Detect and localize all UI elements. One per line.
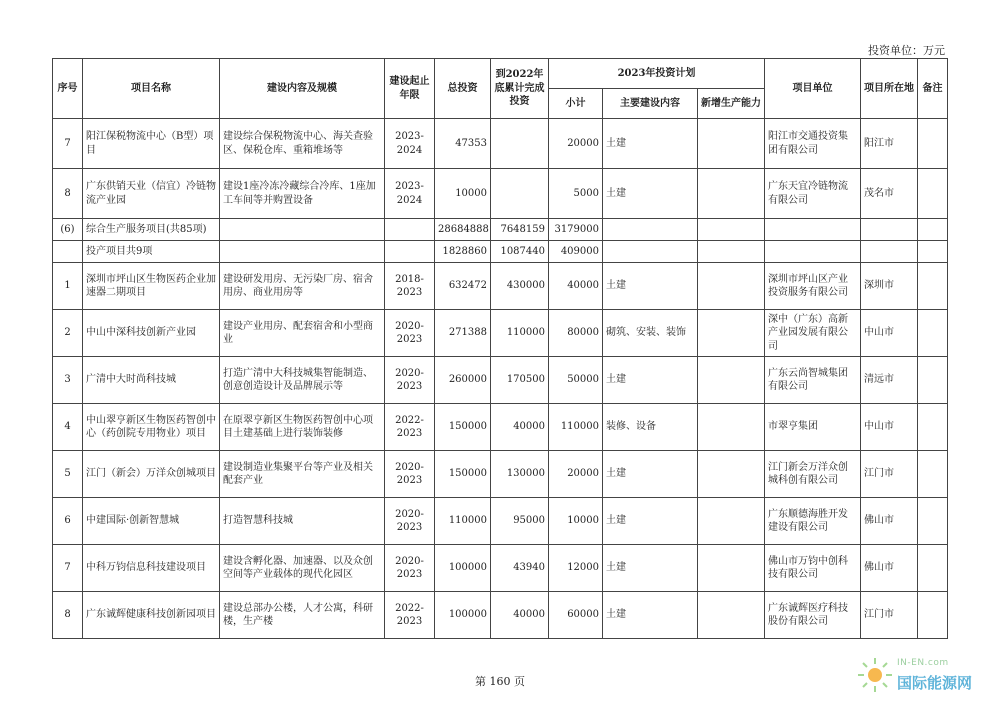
cell-subtotal: 5000 <box>549 169 603 219</box>
cell-unit: 广东顺德海胜开发建设有限公司 <box>765 498 861 545</box>
table-row <box>53 241 948 263</box>
cell-name: 阳江保税物流中心（B型）项目 <box>83 119 220 169</box>
cell-name: 江门（新会）万洋众创城项目 <box>83 451 220 498</box>
cell-total: 1828860 <box>435 241 491 263</box>
cell-name: 中建国际·创新智慧城 <box>83 498 220 545</box>
cell-seq: 2 <box>53 310 83 357</box>
watermark-domain: IN-EN.com <box>897 658 949 668</box>
table-body <box>53 119 948 639</box>
cell-location: 中山市 <box>861 404 918 451</box>
header-plan2023: 2023年投资计划 <box>549 59 765 89</box>
cell-seq: 4 <box>53 404 83 451</box>
table-row <box>53 119 948 169</box>
cell-content: 建设1座冷冻冷藏综合冷库、1座加工车间等并购置设备 <box>220 169 385 219</box>
cell-period: 2020-2023 <box>385 310 435 357</box>
cell-subtotal: 20000 <box>549 451 603 498</box>
cell-main-content: 土建 <box>603 545 698 592</box>
cell-unit: 江门新会万洋众创城科创有限公司 <box>765 451 861 498</box>
sun-icon <box>856 656 894 694</box>
cell-name: 中山翠亨新区生物医药智创中心（药创院专用物业）项目 <box>83 404 220 451</box>
cell-main-content: 土建 <box>603 357 698 404</box>
cell-done: 130000 <box>491 451 549 498</box>
cell-name: 投产项目共9项 <box>83 241 220 263</box>
cell-unit: 市翠亨集团 <box>765 404 861 451</box>
unit-label: 投资单位：万元 <box>868 44 945 57</box>
cell-total: 47353 <box>435 119 491 169</box>
cell-done: 43940 <box>491 545 549 592</box>
cell-unit: 广东天宜冷链物流有限公司 <box>765 169 861 219</box>
table-row <box>53 169 948 219</box>
cell-unit: 深圳市坪山区产业投资服务有限公司 <box>765 263 861 310</box>
table-row <box>53 498 948 545</box>
cell-subtotal: 60000 <box>549 592 603 639</box>
cell-content: 建设研发用房、无污染厂房、宿舍用房、商业用房等 <box>220 263 385 310</box>
cell-done: 7648159 <box>491 219 549 241</box>
header-seq: 序号 <box>53 59 83 119</box>
cell-content: 打造广清中大科技城集智能制造、创意创造设计及品牌展示等 <box>220 357 385 404</box>
cell-location: 中山市 <box>861 310 918 357</box>
cell-location: 佛山市 <box>861 545 918 592</box>
cell-subtotal: 12000 <box>549 545 603 592</box>
cell-main-content: 土建 <box>603 592 698 639</box>
cell-location <box>861 219 918 241</box>
cell-capacity <box>698 219 765 241</box>
cell-main-content: 土建 <box>603 263 698 310</box>
table-row <box>53 310 948 357</box>
cell-seq: 7 <box>53 119 83 169</box>
cell-capacity <box>698 357 765 404</box>
table-row <box>53 263 948 310</box>
cell-content: 建设产业用房、配套宿舍和小型商业 <box>220 310 385 357</box>
cell-content: 建设含孵化器、加速器、以及众创空间等产业载体的现代化园区 <box>220 545 385 592</box>
cell-unit: 广东诚辉医疗科技股份有限公司 <box>765 592 861 639</box>
cell-done <box>491 169 549 219</box>
cell-total: 110000 <box>435 498 491 545</box>
header-location: 项目所在地 <box>861 59 918 119</box>
table-row <box>53 545 948 592</box>
header-name: 项目名称 <box>83 59 220 119</box>
cell-period <box>385 219 435 241</box>
cell-content <box>220 241 385 263</box>
cell-note <box>918 404 948 451</box>
header-capacity: 新增生产能力 <box>698 89 765 119</box>
header-unit: 项目单位 <box>765 59 861 119</box>
cell-period: 2023-2024 <box>385 119 435 169</box>
cell-done: 430000 <box>491 263 549 310</box>
cell-subtotal: 50000 <box>549 357 603 404</box>
cell-capacity <box>698 169 765 219</box>
cell-seq: 8 <box>53 592 83 639</box>
cell-seq: (6) <box>53 219 83 241</box>
table-row <box>53 592 948 639</box>
header-note: 备注 <box>918 59 948 119</box>
cell-subtotal: 110000 <box>549 404 603 451</box>
cell-total: 271388 <box>435 310 491 357</box>
cell-seq <box>53 241 83 263</box>
cell-note <box>918 498 948 545</box>
cell-name: 广东供销天业（信宜）冷链物流产业园 <box>83 169 220 219</box>
header-period: 建设起止年限 <box>385 59 435 119</box>
cell-done <box>491 119 549 169</box>
cell-total: 28684888 <box>435 219 491 241</box>
cell-main-content <box>603 219 698 241</box>
cell-location: 深圳市 <box>861 263 918 310</box>
page-number: 第 160 页 <box>475 675 525 688</box>
cell-period: 2020-2023 <box>385 545 435 592</box>
cell-done: 110000 <box>491 310 549 357</box>
cell-location: 佛山市 <box>861 498 918 545</box>
header-total: 总投资 <box>435 59 491 119</box>
cell-total: 10000 <box>435 169 491 219</box>
cell-note <box>918 263 948 310</box>
cell-done: 40000 <box>491 592 549 639</box>
cell-note <box>918 592 948 639</box>
cell-total: 150000 <box>435 404 491 451</box>
cell-content: 建设总部办公楼，人才公寓，科研楼，生产楼 <box>220 592 385 639</box>
cell-subtotal: 10000 <box>549 498 603 545</box>
cell-unit: 广东云尚智城集团有限公司 <box>765 357 861 404</box>
cell-content: 建设综合保税物流中心、海关查验区、保税仓库、重箱堆场等 <box>220 119 385 169</box>
cell-capacity <box>698 263 765 310</box>
cell-total: 100000 <box>435 545 491 592</box>
table-row <box>53 219 948 241</box>
cell-name: 综合生产服务项目(共85项) <box>83 219 220 241</box>
cell-period: 2022-2023 <box>385 592 435 639</box>
watermark-logo <box>852 652 992 698</box>
header-subtotal: 小计 <box>549 89 603 119</box>
cell-period: 2020-2023 <box>385 451 435 498</box>
cell-capacity <box>698 241 765 263</box>
cell-period: 2023-2024 <box>385 169 435 219</box>
cell-note <box>918 119 948 169</box>
cell-period: 2018-2023 <box>385 263 435 310</box>
cell-main-content: 砌筑、安装、装饰 <box>603 310 698 357</box>
cell-name: 广清中大时尚科技城 <box>83 357 220 404</box>
cell-seq: 5 <box>53 451 83 498</box>
cell-note <box>918 241 948 263</box>
cell-capacity <box>698 545 765 592</box>
cell-capacity <box>698 451 765 498</box>
cell-location: 江门市 <box>861 451 918 498</box>
cell-subtotal: 80000 <box>549 310 603 357</box>
cell-done: 40000 <box>491 404 549 451</box>
cell-period: 2022-2023 <box>385 404 435 451</box>
cell-unit <box>765 219 861 241</box>
cell-total: 632472 <box>435 263 491 310</box>
cell-unit <box>765 241 861 263</box>
cell-main-content <box>603 241 698 263</box>
investment-table <box>52 58 948 639</box>
cell-done: 1087440 <box>491 241 549 263</box>
header-done2022: 到2022年底累计完成投资 <box>491 59 549 119</box>
cell-seq: 7 <box>53 545 83 592</box>
cell-period: 2020-2023 <box>385 498 435 545</box>
cell-location: 阳江市 <box>861 119 918 169</box>
cell-name: 中山中深科技创新产业园 <box>83 310 220 357</box>
cell-content <box>220 219 385 241</box>
cell-subtotal: 40000 <box>549 263 603 310</box>
cell-main-content: 土建 <box>603 498 698 545</box>
cell-capacity <box>698 592 765 639</box>
cell-unit: 佛山市万钧中创科技有限公司 <box>765 545 861 592</box>
cell-main-content: 土建 <box>603 169 698 219</box>
cell-done: 170500 <box>491 357 549 404</box>
cell-note <box>918 169 948 219</box>
cell-location: 江门市 <box>861 592 918 639</box>
cell-main-content: 土建 <box>603 119 698 169</box>
cell-seq: 3 <box>53 357 83 404</box>
cell-subtotal: 20000 <box>549 119 603 169</box>
cell-seq: 8 <box>53 169 83 219</box>
cell-name: 深圳市坪山区生物医药企业加速器二期项目 <box>83 263 220 310</box>
cell-total: 100000 <box>435 592 491 639</box>
cell-note <box>918 451 948 498</box>
cell-location: 清远市 <box>861 357 918 404</box>
header-content: 建设内容及规模 <box>220 59 385 119</box>
cell-content: 打造智慧科技城 <box>220 498 385 545</box>
cell-subtotal: 409000 <box>549 241 603 263</box>
cell-period: 2020-2023 <box>385 357 435 404</box>
header-main-content: 主要建设内容 <box>603 89 698 119</box>
cell-seq: 1 <box>53 263 83 310</box>
cell-capacity <box>698 119 765 169</box>
cell-capacity <box>698 404 765 451</box>
cell-note <box>918 357 948 404</box>
cell-capacity <box>698 498 765 545</box>
cell-main-content: 土建 <box>603 451 698 498</box>
cell-main-content: 装修、设备 <box>603 404 698 451</box>
cell-capacity <box>698 310 765 357</box>
table-row <box>53 451 948 498</box>
cell-note <box>918 219 948 241</box>
watermark-name: 国际能源网 <box>897 674 973 692</box>
cell-seq: 6 <box>53 498 83 545</box>
cell-note <box>918 310 948 357</box>
cell-content: 在原翠亨新区生物医药智创中心项目土建基础上进行装饰装修 <box>220 404 385 451</box>
cell-note <box>918 545 948 592</box>
cell-done: 95000 <box>491 498 549 545</box>
cell-name: 广东诚辉健康科技创新园项目 <box>83 592 220 639</box>
cell-subtotal: 3179000 <box>549 219 603 241</box>
cell-content: 建设制造业集聚平台等产业及相关配套产业 <box>220 451 385 498</box>
cell-unit: 阳江市交通投资集团有限公司 <box>765 119 861 169</box>
cell-location: 茂名市 <box>861 169 918 219</box>
cell-total: 150000 <box>435 451 491 498</box>
cell-period <box>385 241 435 263</box>
cell-location <box>861 241 918 263</box>
cell-name: 中科万钧信息科技建设项目 <box>83 545 220 592</box>
table-row <box>53 404 948 451</box>
cell-unit: 深中（广东）高新产业园发展有限公司 <box>765 310 861 357</box>
table-row <box>53 357 948 404</box>
cell-total: 260000 <box>435 357 491 404</box>
